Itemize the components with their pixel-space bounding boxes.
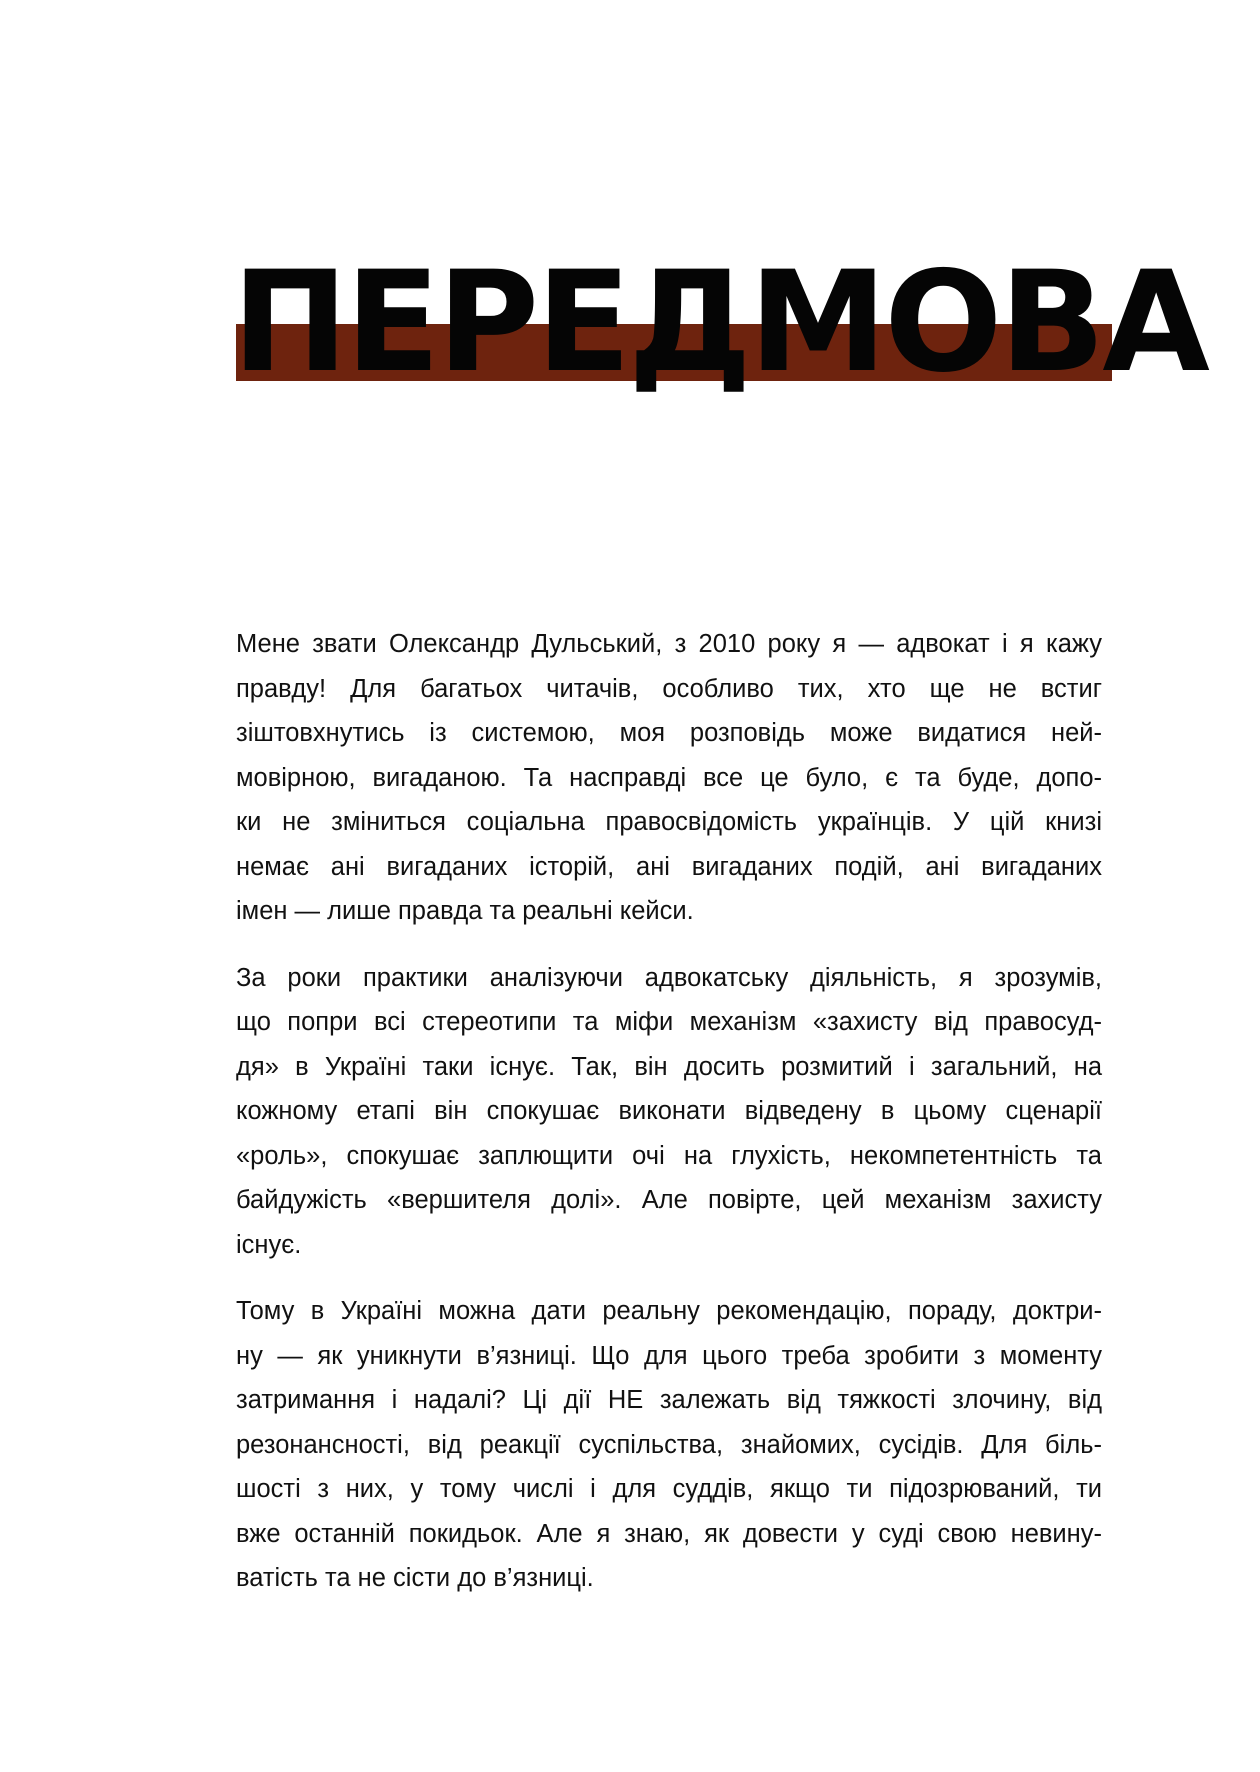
paragraph-3 [236, 1289, 1102, 1601]
text-line: зіштовхнутись із системою, моя розповідь може видатися ней- [236, 719, 1102, 747]
text-line: що попри всі стереотипи та міфи механізм «захисту від правосуд- [236, 1008, 1102, 1036]
text-line: правду! Для багатьох читачів, особливо тих, хто ще не встиг [236, 674, 1102, 703]
page-title: ПЕРЕДМОВА [232, 241, 1207, 403]
text-line: Тому в Україні можна дати реальну рекомендацію, пораду, доктри- [236, 1297, 1102, 1325]
text-line: кожному етапі він спокушає виконати відведену в цьому сценарії [236, 1097, 1102, 1125]
text-line: За роки практики аналізуючи адвокатську діяльність, я зрозумів, [236, 963, 1102, 992]
text-line: вже останній покидьок. Але я знаю, як довести у суді свою невину- [236, 1519, 1102, 1548]
text-line: шості з них, у тому числі і для суддів, якщо ти підозрюваний, ти [236, 1475, 1102, 1503]
text-line: ки не зміниться соціальна правосвідомість українців. У цій книзі [236, 808, 1102, 836]
text-line: байдужість «вершителя долі». Але повірте, цей механізм захисту [236, 1186, 1102, 1214]
preface-body [236, 622, 1102, 1623]
text-line: затримання і надалі? Ці дії НЕ залежать від тяжкості злочину, від [236, 1386, 1102, 1414]
text-line: Мене звати Олександр Дульський, з 2010 року я — адвокат і я кажу [236, 630, 1102, 658]
paragraph-2 [236, 956, 1102, 1268]
text-line: мовірною, вигаданою. Та насправді все це було, є та буде, допо- [236, 763, 1102, 792]
paragraph-1 [236, 622, 1102, 934]
text-line: імен — лише правда та реальні кейси. [236, 897, 694, 925]
text-line: дя» в Україні таки існує. Так, він досить розмитий і загальний, на [236, 1052, 1102, 1081]
text-line: ватість та не сісти до в’язниці. [236, 1564, 594, 1592]
text-line: резонансності, від реакції суспільства, знайомих, сусідів. Для біль- [236, 1430, 1102, 1459]
text-line: ну — як уникнути в’язниці. Що для цього треба зробити з моменту [236, 1341, 1102, 1370]
page-title-block [232, 241, 1207, 403]
text-line: існує. [236, 1230, 302, 1259]
text-line: «роль», спокушає заплющити очі на глухість, некомпетентність та [236, 1141, 1102, 1170]
text-line: немає ані вигаданих історій, ані вигаданих подій, ані вигаданих [236, 852, 1102, 881]
